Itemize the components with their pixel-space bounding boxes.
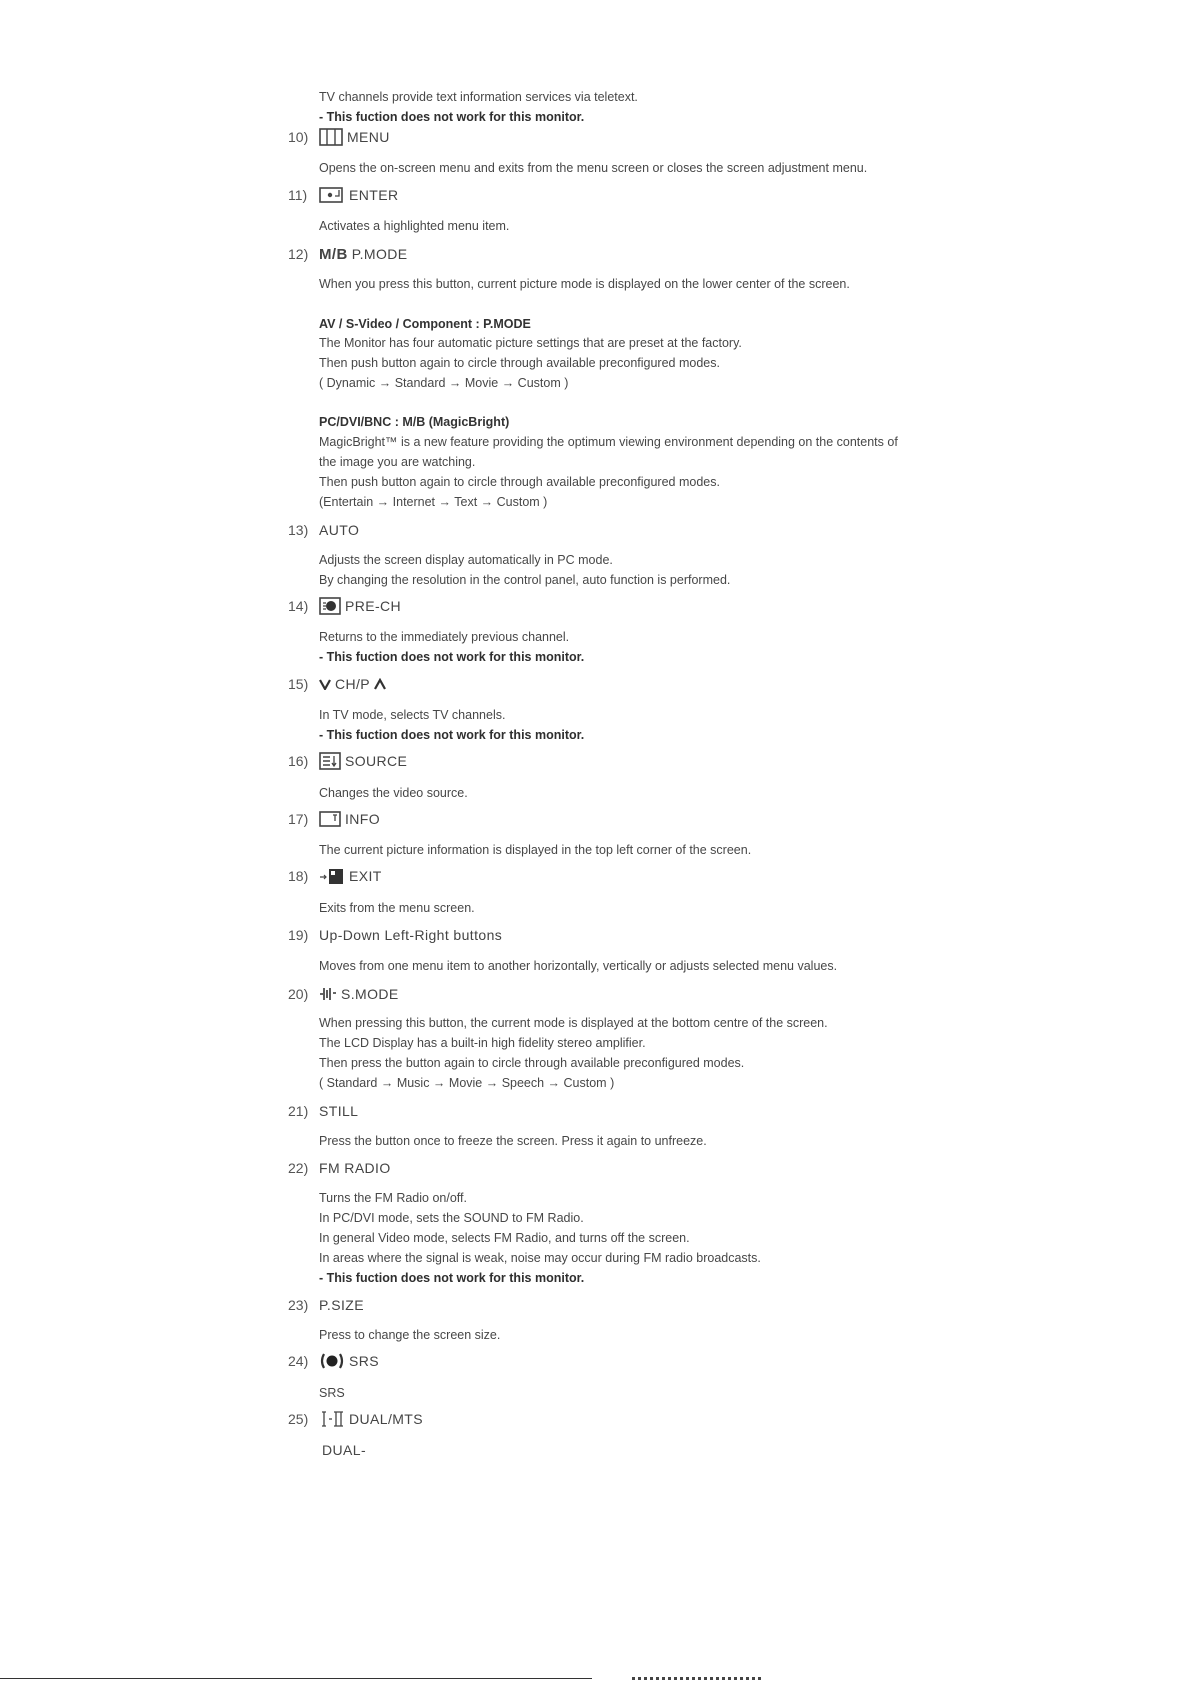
fmradio-desc: Turns the FM Radio on/off. (319, 1191, 467, 1205)
pmode-av-heading: AV / S-Video / Component : P.MODE (319, 317, 531, 331)
item-fmradio-heading: 22) FM RADIO (288, 1160, 391, 1176)
prech-note: - This fuction does not work for this monitor. (319, 650, 585, 664)
psize-desc: Press to change the screen size. (319, 1328, 501, 1342)
page-bottom-rule (0, 1678, 592, 1679)
item-chp-heading: 15) CH/P (288, 673, 390, 695)
fmradio-desc: In areas where the signal is weak, noise may occur during FM radio broadcasts. (319, 1251, 761, 1265)
item-prech-heading: 14) PRE-CH (288, 598, 402, 614)
item-smode-heading: 20) S.MODE (288, 986, 399, 1002)
pmode-av-text: Then push button again to circle through available preconfigured modes. (319, 356, 720, 370)
item-srs-heading: 24) SRS (288, 1353, 379, 1369)
scan-artifact (632, 1677, 762, 1680)
auto-desc: Adjusts the screen display automatically in PC mode. (319, 553, 613, 567)
pmode-pc-text: the image you are watching. (319, 455, 476, 469)
pmode-av-sequence: ( Dynamic → Standard → Movie → Custom ) (319, 376, 569, 390)
mb-prefix: M/B (319, 245, 348, 263)
info-icon (319, 810, 341, 828)
item-auto-heading: 13) AUTO (288, 522, 360, 538)
enter-desc: Activates a highlighted menu item. (319, 219, 510, 233)
item-source-heading: 16) SOURCE (288, 753, 408, 769)
still-desc: Press the button once to freeze the screen. Press it again to unfreeze. (319, 1134, 707, 1148)
pmode-desc: When you press this button, current picture mode is displayed on the lower center of the screen. (319, 277, 850, 291)
srs-desc: SRS (319, 1386, 345, 1400)
pmode-pc-sequence: (Entertain → Internet → Text → Custom ) (319, 495, 548, 509)
item-enter-heading: 11) ENTER (288, 187, 399, 203)
pre-ch-icon (319, 597, 341, 615)
menu-grid-icon (319, 128, 343, 146)
channel-down-icon (319, 678, 331, 690)
intro-text: TV channels provide text information services via teletext. (319, 90, 638, 104)
item-info-heading: 17) INFO (288, 811, 381, 827)
exit-icon (319, 867, 345, 885)
enter-icon (319, 186, 345, 204)
fmradio-desc: In general Video mode, selects FM Radio, and turns off the screen. (319, 1231, 690, 1245)
item-pmode-heading: 12) M/B P.MODE (288, 245, 408, 263)
fmradio-note: - This fuction does not work for this monitor. (319, 1271, 585, 1285)
source-icon (319, 752, 341, 770)
pmode-av-text: The Monitor has four automatic picture settings that are preset at the factory. (319, 336, 742, 350)
chp-note: - This fuction does not work for this monitor. (319, 728, 585, 742)
pmode-pc-text: Then push button again to circle through available preconfigured modes. (319, 475, 720, 489)
item-psize-heading: 23) P.SIZE (288, 1297, 364, 1313)
item-arrows-heading: 19) Up-Down Left-Right buttons (288, 927, 503, 943)
menu-desc: Opens the on-screen menu and exits from the menu screen or closes the screen adjustment menu. (319, 161, 868, 175)
exit-desc: Exits from the menu screen. (319, 901, 475, 915)
item-menu-heading: 10) MENU (288, 129, 390, 145)
arrows-desc: Moves from one menu item to another horizontally, vertically or adjusts selected menu values. (319, 959, 838, 973)
pmode-pc-heading: PC/DVI/BNC : M/B (MagicBright) (319, 415, 510, 429)
smode-desc: When pressing this button, the current mode is displayed at the bottom centre of the screen. (319, 1016, 828, 1030)
auto-desc: By changing the resolution in the control panel, auto function is performed. (319, 573, 731, 587)
item-still-heading: 21) STILL (288, 1103, 359, 1119)
smode-desc: The LCD Display has a built-in high fidelity stereo amplifier. (319, 1036, 646, 1050)
smode-desc: Then press the button again to circle through available preconfigured modes. (319, 1056, 745, 1070)
srs-icon (319, 1352, 345, 1370)
dual-desc: DUAL- (322, 1442, 367, 1458)
smode-sequence: ( Standard → Music → Movie → Speech → Custom ) (319, 1076, 615, 1090)
prech-desc: Returns to the immediately previous channel. (319, 630, 570, 644)
item-exit-heading: 18) EXIT (288, 868, 382, 884)
fmradio-desc: In PC/DVI mode, sets the SOUND to FM Radio. (319, 1211, 584, 1225)
sound-mode-icon (319, 985, 337, 1003)
dual-icon (319, 1410, 345, 1428)
item-dual-heading: 25) DUAL/MTS (288, 1411, 423, 1427)
chp-desc: In TV mode, selects TV channels. (319, 708, 506, 722)
info-desc: The current picture information is displayed in the top left corner of the screen. (319, 843, 752, 857)
channel-up-icon (374, 678, 386, 690)
pmode-pc-text: MagicBright™ is a new feature providing the optimum viewing environment depending on the contents of (319, 435, 898, 449)
intro-note: - This fuction does not work for this monitor. (319, 110, 585, 124)
source-desc: Changes the video source. (319, 786, 468, 800)
